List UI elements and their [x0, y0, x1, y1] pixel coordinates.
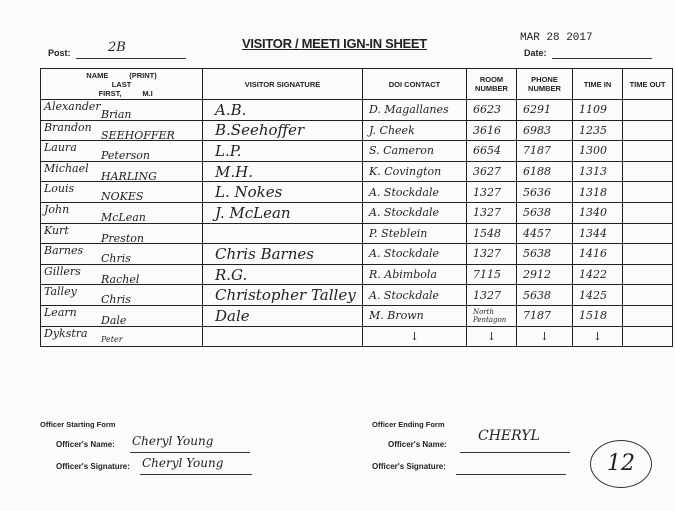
ending-name-line — [460, 452, 570, 453]
first-header: FIRST, — [98, 88, 122, 98]
post-value: 2B — [108, 40, 126, 55]
name-cell — [41, 182, 203, 203]
time-out — [623, 202, 673, 223]
signature-column-header: VISITOR SIGNATURE — [203, 69, 363, 100]
name-cell — [41, 285, 203, 306]
visitor-signature: L.P. — [203, 141, 363, 162]
name-cell — [41, 120, 203, 141]
time-in: 1425 — [573, 285, 623, 306]
last-header: LAST — [111, 79, 132, 89]
visitor-rows — [41, 100, 673, 347]
name-cell — [41, 202, 203, 223]
phone-number: 5638 — [517, 285, 573, 306]
visitor-signature: A.B. — [203, 100, 363, 121]
page-number-circle: 12 — [590, 440, 652, 488]
table-row — [41, 182, 673, 203]
time-in: 1313 — [573, 161, 623, 182]
room-number: 6623 — [467, 100, 517, 121]
room-number: ↓ — [467, 326, 517, 347]
starting-officer-signature: Cheryl Young — [142, 456, 224, 470]
time-out — [623, 141, 673, 162]
visitor-signature: Dale — [203, 305, 363, 326]
starting-officer-name-label: Officer's Name: — [56, 440, 115, 449]
officer-ending-heading: Officer Ending Form — [372, 420, 445, 429]
name-cell — [41, 244, 203, 265]
doi-contact: P. Steblein — [363, 223, 467, 244]
room-number: North Pentagon — [467, 305, 517, 326]
visitor-signature: L. Nokes — [203, 182, 363, 203]
time-out — [623, 244, 673, 265]
starting-signature-line — [140, 474, 252, 475]
table-row — [41, 161, 673, 182]
doi-contact: R. Abimbola — [363, 264, 467, 285]
last-name: Michael — [44, 161, 89, 175]
room-number: 3627 — [467, 161, 517, 182]
phone-number-column-header: PHONE NUMBER — [517, 69, 573, 100]
table-header-row — [41, 69, 673, 100]
table-row — [41, 141, 673, 162]
sheet-title: VISITOR / MEETI IGN-IN SHEET — [242, 36, 427, 51]
room-number: 7115 — [467, 264, 517, 285]
doi-contact-column-header: DOI CONTACT — [363, 69, 467, 100]
name-cell — [41, 326, 203, 347]
phone-number: 6188 — [517, 161, 573, 182]
phone-number: 7187 — [517, 141, 573, 162]
name-cell — [41, 223, 203, 244]
last-name: Learn — [44, 305, 77, 319]
date-underline — [552, 58, 652, 59]
doi-contact: S. Cameron — [363, 141, 467, 162]
visitor-signature: R.G. — [203, 264, 363, 285]
last-name: Kurt — [44, 223, 69, 237]
first-name: NOKES — [101, 190, 144, 203]
name-header: NAME — [86, 70, 109, 80]
starting-name-line — [130, 452, 250, 453]
starting-officer-signature-label: Officer's Signature: — [56, 462, 130, 471]
first-name: Brian — [101, 108, 132, 121]
officer-starting-heading: Officer Starting Form — [40, 420, 116, 429]
ending-officer-name: CHERYL — [478, 428, 540, 444]
name-cell — [41, 100, 203, 121]
room-number: 6654 — [467, 141, 517, 162]
first-name: SEEHOFFER — [101, 128, 175, 141]
first-name: HARLING — [101, 169, 157, 182]
time-out — [623, 161, 673, 182]
time-out — [623, 182, 673, 203]
time-in: 1416 — [573, 244, 623, 265]
time-out — [623, 264, 673, 285]
table-row — [41, 202, 673, 223]
phone-number: 7187 — [517, 305, 573, 326]
time-in: ↓ — [573, 326, 623, 347]
name-column-header — [41, 69, 203, 100]
visitor-signature: Chris Barnes — [203, 244, 363, 265]
visitor-table — [40, 68, 673, 347]
time-in: 1235 — [573, 120, 623, 141]
visitor-signature: B.Seehoffer — [203, 120, 363, 141]
last-name: Barnes — [44, 244, 84, 258]
table-row — [41, 264, 673, 285]
doi-contact: A. Stockdale — [363, 202, 467, 223]
ending-officer-signature-label: Officer's Signature: — [372, 462, 446, 471]
phone-number: 2912 — [517, 264, 573, 285]
doi-contact: K. Covington — [363, 161, 467, 182]
first-name: Preston — [101, 231, 144, 244]
time-out-column-header: TIME OUT — [623, 69, 673, 100]
post-underline — [76, 58, 186, 59]
table-row — [41, 326, 673, 347]
first-name: McLean — [101, 210, 146, 224]
time-in: 1422 — [573, 264, 623, 285]
table-row — [41, 285, 673, 306]
phone-number: 5636 — [517, 182, 573, 203]
time-out — [623, 305, 673, 326]
first-name: Dale — [101, 313, 127, 327]
visitor-signature — [203, 326, 363, 347]
time-in: 1109 — [573, 100, 623, 121]
last-name: Louis — [44, 182, 75, 196]
doi-contact: ↓ — [363, 326, 467, 347]
time-in: 1318 — [573, 182, 623, 203]
first-name: Rachel — [101, 272, 140, 285]
time-in: 1300 — [573, 141, 623, 162]
doi-contact: M. Brown — [363, 305, 467, 326]
doi-contact: A. Stockdale — [363, 285, 467, 306]
first-name: Chris — [101, 293, 131, 306]
visitor-signature — [203, 223, 363, 244]
visitor-signature: Christopher Talley — [203, 285, 363, 306]
time-in: 1344 — [573, 223, 623, 244]
name-cell — [41, 264, 203, 285]
room-number: 1548 — [467, 223, 517, 244]
room-number: 1327 — [467, 285, 517, 306]
phone-number: 4457 — [517, 223, 573, 244]
date-stamp: MAR 28 2017 — [520, 32, 593, 44]
ending-signature-line — [456, 474, 566, 475]
phone-number: ↓ — [517, 326, 573, 347]
doi-contact: A. Stockdale — [363, 244, 467, 265]
room-number-column-header: ROOM NUMBER — [467, 69, 517, 100]
phone-number: 5638 — [517, 202, 573, 223]
first-name: Chris — [101, 252, 131, 265]
ending-officer-name-label: Officer's Name: — [388, 440, 447, 449]
time-in: 1518 — [573, 305, 623, 326]
table-row — [41, 223, 673, 244]
name-cell — [41, 161, 203, 182]
phone-number: 6983 — [517, 120, 573, 141]
last-name: Alexander — [44, 100, 101, 113]
time-out — [623, 285, 673, 306]
time-out — [623, 100, 673, 121]
time-out — [623, 326, 673, 347]
last-name: Brandon — [44, 120, 92, 134]
starting-officer-name: Cheryl Young — [132, 434, 214, 448]
visitor-signature: M.H. — [203, 161, 363, 182]
phone-number: 5638 — [517, 244, 573, 265]
room-number: 1327 — [467, 202, 517, 223]
name-cell — [41, 141, 203, 162]
date-label: Date: — [524, 48, 547, 58]
first-name: Peter — [101, 334, 123, 344]
time-in: 1340 — [573, 202, 623, 223]
time-out — [623, 120, 673, 141]
first-name: Peterson — [101, 149, 150, 162]
last-name: John — [44, 202, 70, 216]
room-number: 3616 — [467, 120, 517, 141]
last-name: Talley — [44, 285, 77, 299]
time-in-column-header: TIME IN — [573, 69, 623, 100]
table-row — [41, 305, 673, 326]
last-name: Dykstra — [44, 326, 88, 340]
post-label: Post: — [48, 48, 71, 58]
last-name: Gillers — [44, 264, 81, 278]
doi-contact: J. Cheek — [363, 120, 467, 141]
table-row — [41, 100, 673, 121]
phone-number: 6291 — [517, 100, 573, 121]
name-cell — [41, 305, 203, 326]
doi-contact: D. Magallanes — [363, 100, 467, 121]
visitor-signature: J. McLean — [203, 202, 363, 223]
mi-header: M.I — [142, 88, 153, 98]
room-number: 1327 — [467, 182, 517, 203]
name-print-header: (PRINT) — [129, 70, 157, 80]
room-number: 1327 — [467, 244, 517, 265]
time-out — [623, 223, 673, 244]
doi-contact: A. Stockdale — [363, 182, 467, 203]
table-row — [41, 120, 673, 141]
table-row — [41, 244, 673, 265]
last-name: Laura — [44, 141, 77, 155]
